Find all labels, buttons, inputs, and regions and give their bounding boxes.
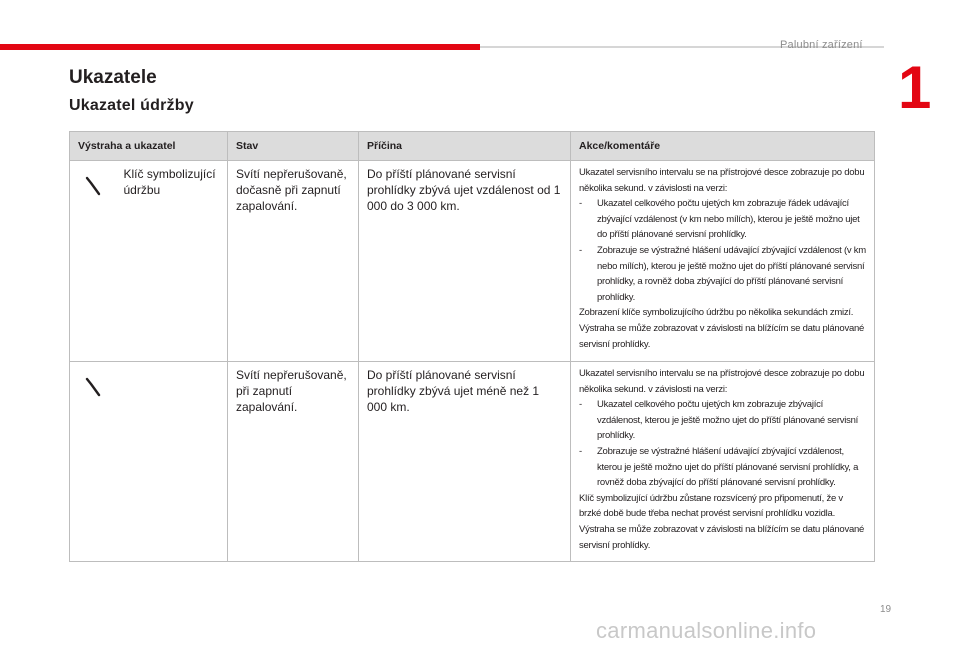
comment-list [579, 397, 866, 491]
comment-list [579, 196, 866, 305]
indicator-comment [571, 362, 875, 562]
table-row [70, 161, 875, 362]
col-header-cause: Příčina [359, 132, 571, 161]
indicator-cause: Do příští plánované servisní prohlídky zbývá ujet méně než 1 000 km. [359, 362, 571, 562]
col-header-warning: Výstraha a ukazatel [70, 132, 228, 161]
indicator-comment [571, 161, 875, 362]
comment-note: Výstraha se může zobrazovat v závislosti na blížícím se datu plánované servisní prohlídky. [579, 523, 865, 551]
indicator-name: Klíč symbolizující údržbu [116, 161, 228, 362]
row-icon-cell [70, 362, 116, 562]
indicator-name [116, 362, 228, 562]
page-subtitle: Ukazatel údržby [69, 97, 194, 114]
indicator-table [69, 131, 875, 562]
list-item: - Zobrazuje se výstražné hlášení udávající zbývající vzdálenost (v km nebo mílích), kterou je ještě možno ujet do příští plánované servisní prohlídky, a rovněž doba zbývající do příští plánované servisní prohlídky. [579, 243, 866, 305]
chapter-number: 1 [898, 54, 932, 121]
table-header-row [70, 132, 875, 161]
list-item: - Ukazatel celkového počtu ujetých km zobrazuje zbývající vzdálenost, kterou je ještě možno ujet do příští plánované servisní prohlídky. [579, 397, 866, 444]
indicator-cause: Do příští plánované servisní prohlídky zbývá ujet vzdálenost od 1 000 do 3 000 km. [359, 161, 571, 362]
col-header-action: Akce/komentáře [571, 132, 875, 161]
comment-note: Výstraha se může zobrazovat v závislosti na blížícím se datu plánované servisní prohlídky. [579, 322, 865, 350]
comment-note: Zobrazení klíče symbolizujícího údržbu po několika sekundách zmizí. [579, 307, 854, 319]
header-accent-bar [0, 44, 480, 50]
watermark: carmanualsonline.info [596, 618, 817, 643]
indicator-state: Svítí nepřerušovaně, při zapnutí zapalování. [228, 362, 359, 562]
list-item: - Zobrazuje se výstražné hlášení udávající zbývající vzdálenost, kterou je ještě možno ujet do příští plánované servisní prohlídky, a rovněž doba zbývající do příští plánované servisní prohlídky. [579, 444, 866, 491]
page-title: Ukazatele [69, 67, 157, 88]
section-label: Palubní zařízení [780, 39, 863, 51]
comment-intro: Ukazatel servisního intervalu se na přístrojové desce zobrazuje po dobu několika sekund. v závislosti na verzi: [579, 167, 865, 194]
table-row [70, 362, 875, 562]
col-header-state: Stav [228, 132, 359, 161]
comment-note: Klíč symbolizující údržbu zůstane rozsvícený pro připomenutí, že v brzké době bude třeba nechat provést servisní prohlídku vozidla. [579, 492, 843, 520]
list-item: - Ukazatel celkového počtu ujetých km zobrazuje řádek udávající zbývající vzdálenost (v km nebo mílích), kterou je ještě možno ujet do příští plánované servisní prohlídky. [579, 196, 866, 243]
wrench-icon [84, 376, 102, 398]
indicator-state: Svítí nepřerušovaně, dočasně při zapnutí zapalování. [228, 161, 359, 362]
wrench-icon [84, 175, 102, 197]
comment-intro: Ukazatel servisního intervalu se na přístrojové desce zobrazuje po dobu několika sekund. v závislosti na verzi: [579, 368, 865, 395]
row-icon-cell [70, 161, 116, 362]
page-number: 19 [880, 604, 892, 615]
